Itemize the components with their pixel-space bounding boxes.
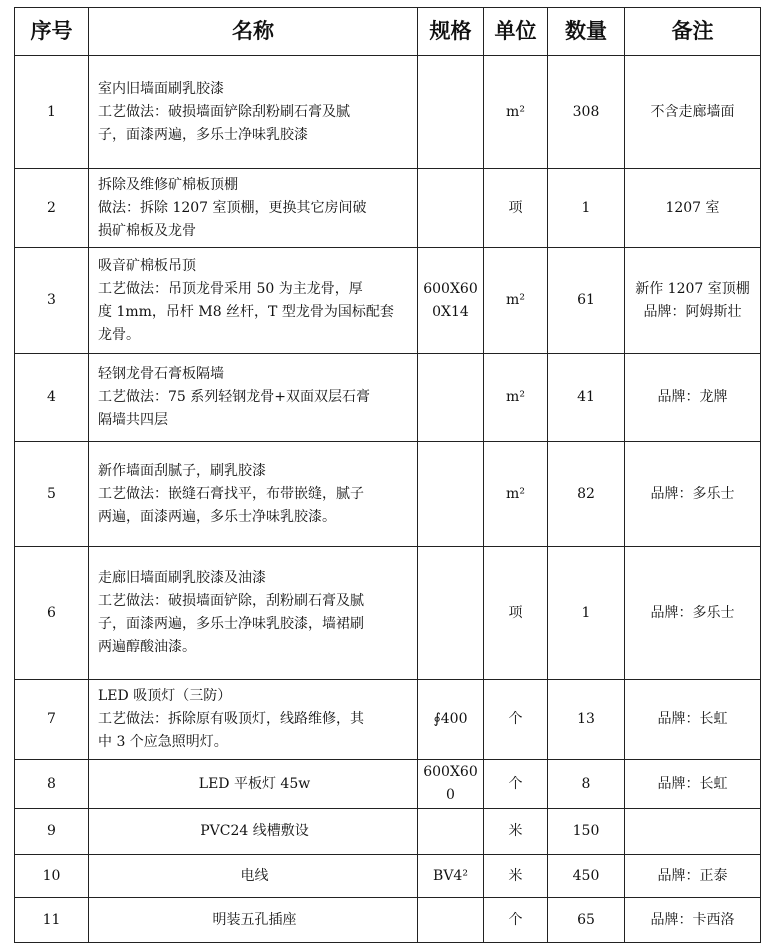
item-spec — [418, 809, 484, 855]
item-note — [625, 248, 761, 354]
item-note-line: 新作 1207 室顶棚 — [635, 280, 750, 297]
item-note-line: 品牌：多乐士 — [650, 604, 735, 621]
item-name — [89, 898, 418, 943]
item-qty: 82 — [548, 442, 625, 547]
table-row — [15, 760, 761, 809]
item-name-line: 工艺做法：吊顶龙骨采用 50 为主龙骨，厚 — [98, 280, 363, 297]
bill-of-quantities-table — [14, 7, 761, 943]
item-note — [625, 442, 761, 547]
item-name-line: 新作墙面刮腻子，刷乳胶漆 — [98, 462, 266, 479]
table-row — [15, 809, 761, 855]
table-row — [15, 169, 761, 248]
item-name — [89, 354, 418, 442]
item-qty: 1 — [548, 547, 625, 680]
item-unit: m² — [484, 56, 548, 169]
item-note-line: 品牌：正泰 — [657, 867, 728, 884]
row-no: 8 — [15, 760, 89, 809]
item-note-line: 品牌：卡西洛 — [650, 911, 735, 928]
table-row — [15, 680, 761, 760]
item-name — [89, 248, 418, 354]
item-name-line: 拆除及维修矿棉板顶棚 — [98, 176, 238, 193]
item-qty: 41 — [548, 354, 625, 442]
item-name-line: 走廊旧墙面刷乳胶漆及油漆 — [98, 570, 266, 586]
item-name-line: 工艺做法：75 系列轻钢龙骨+双面双层石膏 — [98, 389, 370, 405]
table-row — [15, 855, 761, 898]
item-note-line: 品牌：多乐士 — [650, 485, 735, 502]
item-spec — [418, 354, 484, 442]
item-note — [625, 898, 761, 943]
item-unit: m² — [484, 354, 548, 442]
item-name-line: 吸音矿棉板吊顶 — [98, 257, 196, 274]
item-name-line: 度 1mm，吊杆 M8 丝杆，T 型龙骨为国标配套 — [98, 303, 394, 320]
item-spec: ∮400 — [418, 680, 484, 760]
item-name-line: 室内旧墙面刷乳胶漆 — [98, 80, 224, 97]
item-note-line: 品牌：阿姆斯壮 — [643, 303, 742, 320]
row-no: 3 — [15, 248, 89, 354]
item-note-line: 不含走廊墙面 — [650, 103, 735, 120]
item-name-line: 工艺做法：破损墙面铲除刮粉刷石膏及腻 — [98, 103, 350, 120]
item-name-line: 轻钢龙骨石膏板隔墙 — [98, 366, 224, 382]
item-name-line: 工艺做法：嵌缝石膏找平，布带嵌缝，腻子 — [98, 485, 364, 502]
item-spec — [418, 442, 484, 547]
item-unit: m² — [484, 442, 548, 547]
item-name-line: 明装五孔插座 — [212, 911, 297, 928]
item-unit: 个 — [484, 898, 548, 943]
item-name-line: 工艺做法：破损墙面铲除，刮粉刷石膏及腻 — [98, 593, 364, 609]
item-qty: 1 — [548, 169, 625, 248]
item-spec — [418, 169, 484, 248]
item-note — [625, 547, 761, 680]
item-note — [625, 855, 761, 898]
item-name-line: 隔墙共四层 — [98, 412, 168, 428]
item-name — [89, 56, 418, 169]
item-qty: 308 — [548, 56, 625, 169]
item-qty: 61 — [548, 248, 625, 354]
item-qty: 450 — [548, 855, 625, 898]
item-qty: 150 — [548, 809, 625, 855]
item-name-line: LED 吸顶灯（三防） — [98, 688, 232, 704]
item-note-line: 品牌：长虹 — [657, 775, 728, 792]
item-spec: 600X600X14 — [418, 248, 484, 354]
row-no: 11 — [15, 898, 89, 943]
row-no: 7 — [15, 680, 89, 760]
item-unit: 项 — [484, 169, 548, 248]
item-note-line: 品牌：龙牌 — [657, 389, 728, 405]
item-name — [89, 760, 418, 809]
item-unit: 个 — [484, 760, 548, 809]
item-spec — [418, 56, 484, 169]
item-spec: 600X600 — [418, 760, 484, 809]
item-name — [89, 169, 418, 248]
item-name-line: 两遍醇酸油漆。 — [98, 639, 196, 655]
item-note — [625, 809, 761, 855]
item-name-line: 工艺做法：拆除原有吸顶灯，线路维修，其 — [98, 711, 364, 727]
header-unit: 单位 — [484, 8, 548, 56]
row-no: 10 — [15, 855, 89, 898]
row-no: 5 — [15, 442, 89, 547]
table-row — [15, 56, 761, 169]
item-note-line: 品牌：长虹 — [657, 711, 728, 727]
item-name-line: 电线 — [240, 867, 269, 884]
header-qty: 数量 — [548, 8, 625, 56]
row-no: 9 — [15, 809, 89, 855]
header-spec: 规格 — [418, 8, 484, 56]
item-name — [89, 442, 418, 547]
item-name-line: LED 平板灯 45w — [198, 775, 311, 792]
item-qty: 65 — [548, 898, 625, 943]
item-unit: 米 — [484, 855, 548, 898]
item-name-line: 龙骨。 — [98, 326, 140, 343]
item-name — [89, 809, 418, 855]
row-no: 2 — [15, 169, 89, 248]
table-row — [15, 354, 761, 442]
item-note — [625, 680, 761, 760]
table-row — [15, 547, 761, 680]
row-no: 6 — [15, 547, 89, 680]
header-note: 备注 — [625, 8, 761, 56]
item-note — [625, 760, 761, 809]
item-note — [625, 354, 761, 442]
item-name-line: 中 3 个应急照明灯。 — [98, 734, 228, 750]
row-no: 4 — [15, 354, 89, 442]
item-unit: 个 — [484, 680, 548, 760]
item-note-line: 1207 室 — [665, 199, 720, 216]
header-no: 序号 — [15, 8, 89, 56]
item-unit: m² — [484, 248, 548, 354]
header-name: 名称 — [89, 8, 418, 56]
item-name-line: 子，面漆两遍，多乐士净味乳胶漆，墙裙刷 — [98, 616, 364, 632]
item-unit: 米 — [484, 809, 548, 855]
header-row — [15, 8, 761, 56]
item-note — [625, 56, 761, 169]
item-spec: BV4² — [418, 855, 484, 898]
item-name-line: 损矿棉板及龙骨 — [98, 222, 196, 239]
item-spec — [418, 547, 484, 680]
table-row — [15, 442, 761, 547]
item-name-line: 两遍，面漆两遍，多乐士净味乳胶漆。 — [98, 508, 336, 525]
item-name — [89, 680, 418, 760]
table-row — [15, 248, 761, 354]
item-note — [625, 169, 761, 248]
item-qty: 13 — [548, 680, 625, 760]
item-name — [89, 855, 418, 898]
item-name-line: 做法：拆除 1207 室顶棚，更换其它房间破 — [98, 199, 367, 216]
item-name-line: PVC24 线槽敷设 — [200, 823, 309, 839]
row-no: 1 — [15, 56, 89, 169]
item-name — [89, 547, 418, 680]
table-row — [15, 898, 761, 943]
item-unit: 项 — [484, 547, 548, 680]
item-qty: 8 — [548, 760, 625, 809]
item-name-line: 子，面漆两遍，多乐士净味乳胶漆 — [98, 126, 308, 143]
item-spec — [418, 898, 484, 943]
